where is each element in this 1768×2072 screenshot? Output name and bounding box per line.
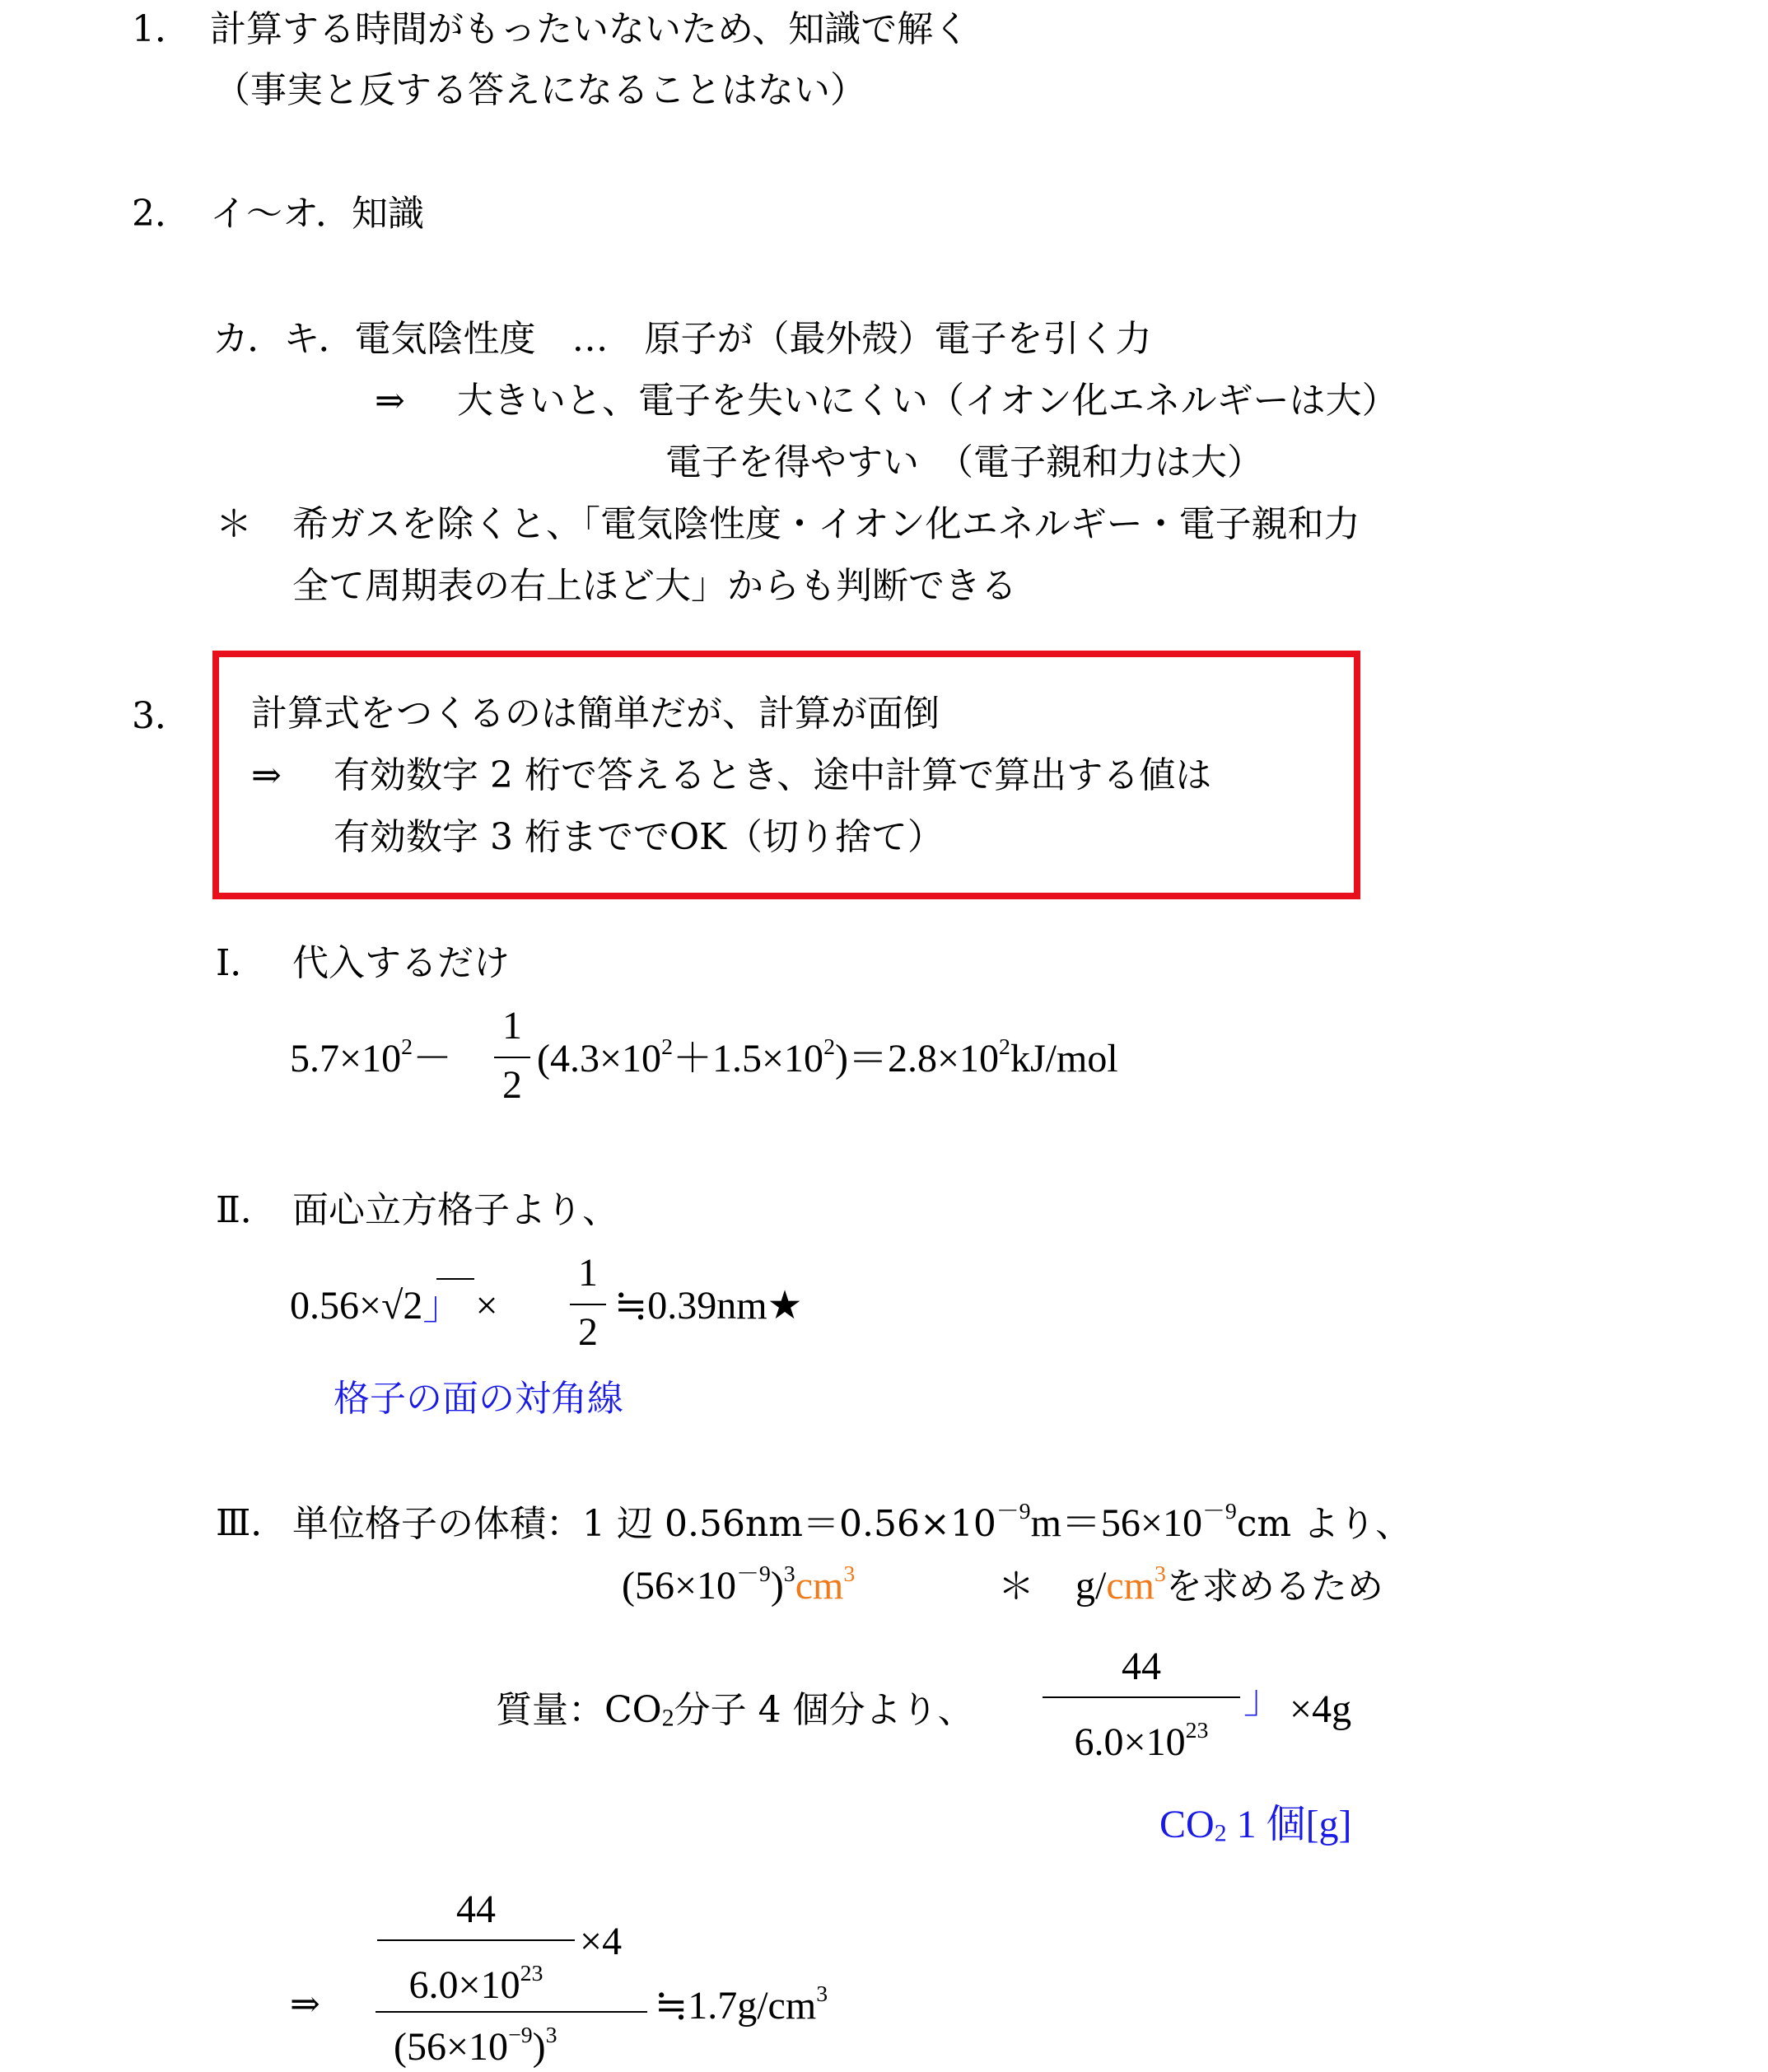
exponent: 3 [545, 2023, 557, 2049]
eq-paren: (4.3×10 [537, 1037, 662, 1080]
section-1-line-2: （事実と反する答えになることはない） [214, 69, 866, 111]
part-3-unit-note [998, 1561, 1383, 1608]
unit-cm: cm [795, 1564, 844, 1608]
section-2-note-line-1: 希ガスを除くと、「電気陰性度・イオン化エネルギー・電子親和力 [292, 503, 1360, 545]
mass-fraction [1043, 1647, 1240, 1771]
result-value: ≒1.7g/cm [655, 1984, 817, 2028]
fraction-numerator: 1 [578, 1251, 598, 1295]
exponent: －9 [1202, 1499, 1237, 1525]
fraction-denominator: 2 [502, 1063, 522, 1107]
exponent: －9 [736, 1561, 771, 1588]
volume-end: cm より、 [1236, 1503, 1412, 1545]
section-2-note-star: ＊ [216, 503, 252, 545]
part-1-half-fraction [494, 1003, 530, 1110]
eq-exp: 2 [823, 1034, 835, 1061]
den-close: ) [532, 2025, 546, 2069]
box-line-2: 有効数字 2 桁で答えるとき、途中計算で算出する値は [334, 754, 1212, 796]
part-1-equation-rest [537, 1034, 1118, 1080]
exponent: 3 [816, 1981, 828, 2008]
volume-close: ) [770, 1564, 784, 1608]
exponent: －9 [996, 1499, 1031, 1525]
section-2-note-line-2: 全て周期表の右上ほど大」からも判断できる [292, 565, 1017, 607]
volume-base: (56×10 [622, 1564, 737, 1608]
eq-times: × [475, 1284, 498, 1328]
exponent: −9 [508, 2023, 533, 2049]
note-end: を求めるため [1165, 1566, 1383, 1608]
annotation-co: CO [1159, 1803, 1215, 1846]
fraction-denominator [377, 1961, 575, 2007]
note-g: g/ [1075, 1564, 1107, 1608]
section-2-number: 2． [132, 193, 191, 235]
fraction-numerator: 1 [502, 1004, 522, 1048]
mass-label: 質量：CO [496, 1689, 662, 1731]
section-1-line-1: 計算する時間がもったいないため、知識で解く [210, 8, 970, 50]
sqrt-icon: √ [381, 1284, 404, 1328]
fraction-bar [570, 1304, 606, 1305]
mass-mid: 分子 4 個分より、 [674, 1689, 974, 1731]
den-base: 6.0×10 [408, 1963, 520, 2007]
final-times-4: ×4 [580, 1920, 623, 1963]
part-3-annotation [1159, 1805, 1352, 1845]
volume-mid: m＝56×10 [1030, 1501, 1202, 1545]
section-2-line-a: 大きいと、電子を失いにくい（イオン化エネルギーは大） [457, 380, 1398, 422]
exponent: 23 [520, 1961, 543, 1987]
part-2-annotation: 格子の面の対角線 [334, 1378, 623, 1420]
eq-coef: 0.56× [290, 1284, 382, 1328]
subscript: 2 [1214, 1819, 1227, 1847]
eq-close: )＝2.8×10 [834, 1037, 1000, 1080]
exponent: 3 [843, 1561, 856, 1588]
part-2-title: 面心立方格子より、 [292, 1189, 618, 1231]
final-main-fraction-bar [376, 2011, 647, 2013]
eq-exp: 2 [999, 1034, 1010, 1061]
note-star: ＊ [998, 1566, 1034, 1608]
part-1-equation [290, 1034, 453, 1080]
part-2-result: ≒0.39nm★ [614, 1284, 803, 1328]
exponent: 23 [1185, 1718, 1209, 1744]
volume-label: 単位格子の体積：1 辺 0.56nm＝0.56×10 [292, 1503, 996, 1545]
box-line-1: 計算式をつくるのは簡単だが、計算が面倒 [251, 693, 940, 735]
final-denominator [394, 2023, 557, 2069]
subscript: 2 [661, 1704, 674, 1732]
part-2-number: Ⅱ． [216, 1189, 277, 1231]
part-3-number: Ⅲ． [216, 1502, 287, 1544]
section-3-number: 3． [132, 695, 191, 737]
final-inner-fraction [377, 1890, 575, 2014]
section-2-arrow: ⇒ [375, 380, 405, 422]
box-arrow: ⇒ [251, 754, 282, 796]
den-base: (56×10 [394, 2025, 509, 2069]
part-3-volume-line [292, 1499, 1412, 1545]
eq-exp: 2 [401, 1034, 413, 1061]
eq-minus: － [413, 1037, 453, 1080]
section-2-heading: イ〜オ．知識 [210, 193, 425, 235]
part-2-equation [290, 1286, 498, 1326]
fraction-numerator: 44 [456, 1888, 496, 1931]
eq-unit: kJ/mol [1010, 1037, 1118, 1080]
exponent: 3 [783, 1561, 795, 1588]
sqrt-value: 2 [403, 1284, 423, 1328]
part-1-number: Ⅰ． [216, 942, 267, 984]
final-arrow: ⇒ [290, 1983, 320, 2025]
note-cm: cm [1106, 1564, 1155, 1608]
box-line-3: 有効数字 3 桁まででOK（切り捨て） [334, 816, 944, 858]
part-2-half-fraction [570, 1250, 606, 1357]
sqrt-bar [436, 1278, 474, 1280]
part-1-title: 代入するだけ [292, 942, 510, 984]
fraction-bar [1043, 1696, 1240, 1698]
final-result [655, 1981, 828, 2028]
fraction-denominator: 2 [578, 1310, 598, 1354]
fraction-denominator [1043, 1718, 1240, 1764]
eq-plus: ＋1.5×10 [672, 1037, 824, 1080]
annotation-rest: 1 個[g] [1236, 1803, 1352, 1846]
fraction-bar [494, 1057, 530, 1058]
fraction-bar [377, 1939, 575, 1941]
den-base: 6.0×10 [1074, 1720, 1186, 1764]
eq-term-1: 5.7×10 [290, 1037, 402, 1080]
section-1-number: 1． [132, 8, 191, 50]
mass-times-4g: ×4g [1290, 1687, 1352, 1731]
eq-exp: 2 [661, 1034, 673, 1061]
section-2-line-b: 電子を得やすい （電子親和力は大） [665, 441, 1263, 483]
part-3-mass-line [496, 1689, 974, 1732]
exponent: 3 [1154, 1561, 1166, 1588]
section-2-kaki-line: カ．キ．電気陰性度 … 原子が（最外殻）電子を引く力 [212, 318, 1152, 360]
mass-bracket: 」 [1243, 1678, 1284, 1721]
part-3-volume-expression [622, 1561, 856, 1608]
bracket-mark: 」 [422, 1284, 463, 1328]
fraction-numerator: 44 [1122, 1645, 1161, 1688]
